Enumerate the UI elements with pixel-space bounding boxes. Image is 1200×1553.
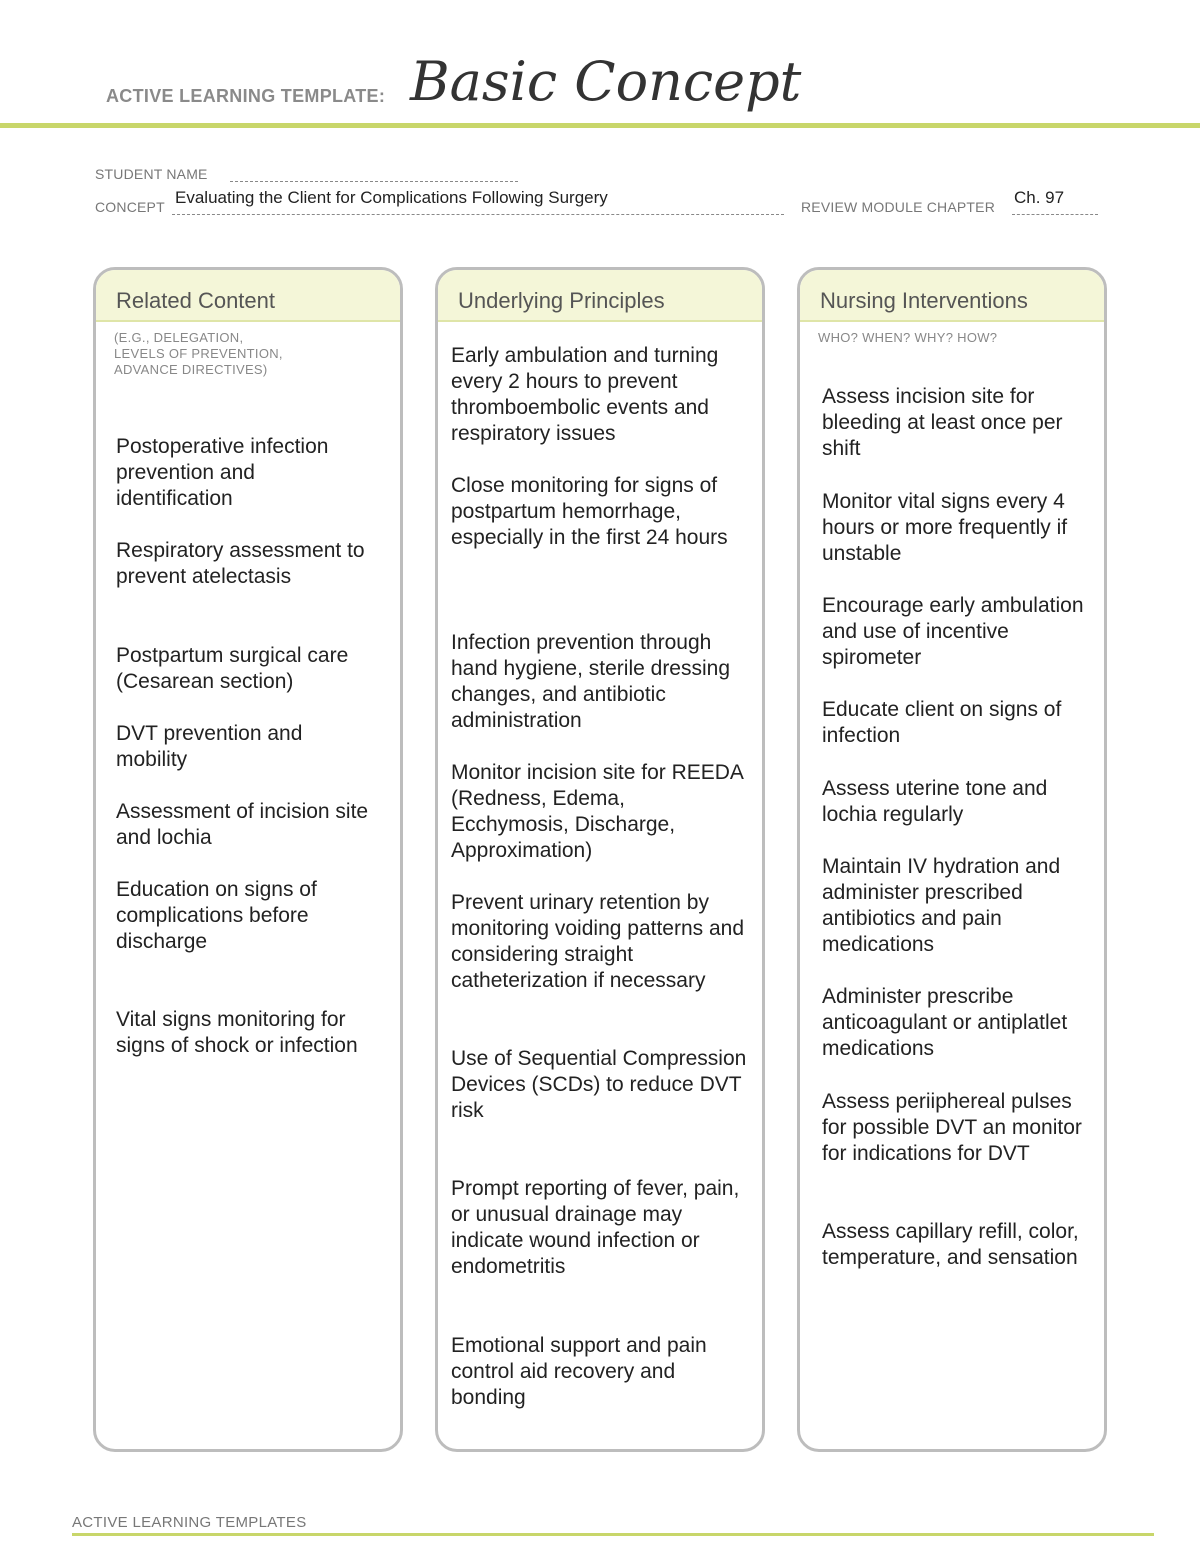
principle-item: Close monitoring for signs of postpartum hemorrhage, especially in the first 24 hours (451, 474, 728, 549)
related-item: DVT prevention and mobility (116, 722, 303, 771)
intervention-item: Assess uterine tone and lochia regularly (822, 777, 1048, 826)
principle-item: Prompt reporting of fever, pain, or unusual drainage may indicate wound infection or endometritis (451, 1177, 740, 1278)
nursing-interventions-title: Nursing Interventions (800, 270, 1104, 322)
intervention-item: Administer prescribe anticoagulant or antiplatlet medications (822, 985, 1068, 1060)
intervention-item: Maintain IV hydration and administer prescribed antibiotics and pain medications (822, 855, 1061, 956)
student-name-line[interactable] (230, 181, 518, 182)
principle-item: Use of Sequential Compression Devices (SCDs) to reduce DVT risk (451, 1047, 747, 1122)
concept-line[interactable] (172, 214, 784, 215)
related-item: Education on signs of complications before discharge (116, 878, 317, 953)
principle-item: Prevent urinary retention by monitoring voiding patterns and considering straight catheterization if necessary (451, 891, 745, 992)
principle-item: Emotional support and pain control aid recovery and bonding (451, 1334, 707, 1409)
student-name-label: STUDENT NAME (95, 166, 208, 182)
related-item: Assessment of incision site and lochia (116, 800, 369, 849)
related-content-panel (93, 267, 403, 1452)
template-label: ACTIVE LEARNING TEMPLATE: (106, 86, 386, 106)
intervention-item: Assess capillary refill, color, temperature, and sensation (822, 1220, 1079, 1269)
nursing-interventions-subtitle: WHO? WHEN? WHY? HOW? (818, 330, 998, 345)
intervention-item: Assess incision site for bleeding at least once per shift (822, 385, 1063, 460)
footer-divider (72, 1533, 1154, 1536)
related-content-title: Related Content (96, 270, 400, 322)
related-content-subtitle: (E.G., DELEGATION, LEVELS OF PREVENTION, ADVANCE DIRECTIVES) (114, 330, 283, 377)
page-title: Basic Concept (410, 50, 802, 113)
principle-item: Infection prevention through hand hygiene, sterile dressing changes, and antibiotic administration (451, 631, 731, 732)
nursing-interventions-panel (797, 267, 1107, 1452)
intervention-item: Monitor vital signs every 4 hours or more frequently if unstable (822, 490, 1068, 565)
footer-label: ACTIVE LEARNING TEMPLATES (72, 1514, 307, 1531)
underlying-principles-panel (435, 267, 765, 1452)
related-item: Respiratory assessment to prevent atelectasis (116, 539, 365, 588)
related-item: Vital signs monitoring for signs of shock or infection (116, 1008, 358, 1057)
related-item: Postpartum surgical care (Cesarean section) (116, 644, 349, 693)
chapter-value[interactable]: Ch. 97 (1014, 188, 1065, 207)
chapter-label: REVIEW MODULE CHAPTER (801, 199, 995, 215)
principle-item: Early ambulation and turning every 2 hours to prevent thromboembolic events and respiratory issues (451, 344, 719, 445)
concept-label: CONCEPT (95, 199, 165, 215)
related-item: Postoperative infection prevention and identification (116, 435, 329, 510)
intervention-item: Assess periiphereal pulses for possible DVT an monitor for indications for DVT (822, 1090, 1082, 1165)
intervention-item: Educate client on signs of infection (822, 698, 1062, 747)
intervention-item: Encourage early ambulation and use of incentive spirometer (822, 594, 1084, 669)
chapter-line[interactable] (1012, 214, 1098, 215)
underlying-principles-title: Underlying Principles (438, 270, 762, 322)
principle-item: Monitor incision site for REEDA (Redness, Edema, Ecchymosis, Discharge, Approximation) (451, 761, 743, 862)
concept-value[interactable]: Evaluating the Client for Complications Following Surgery (175, 188, 608, 207)
header-divider (0, 123, 1200, 128)
